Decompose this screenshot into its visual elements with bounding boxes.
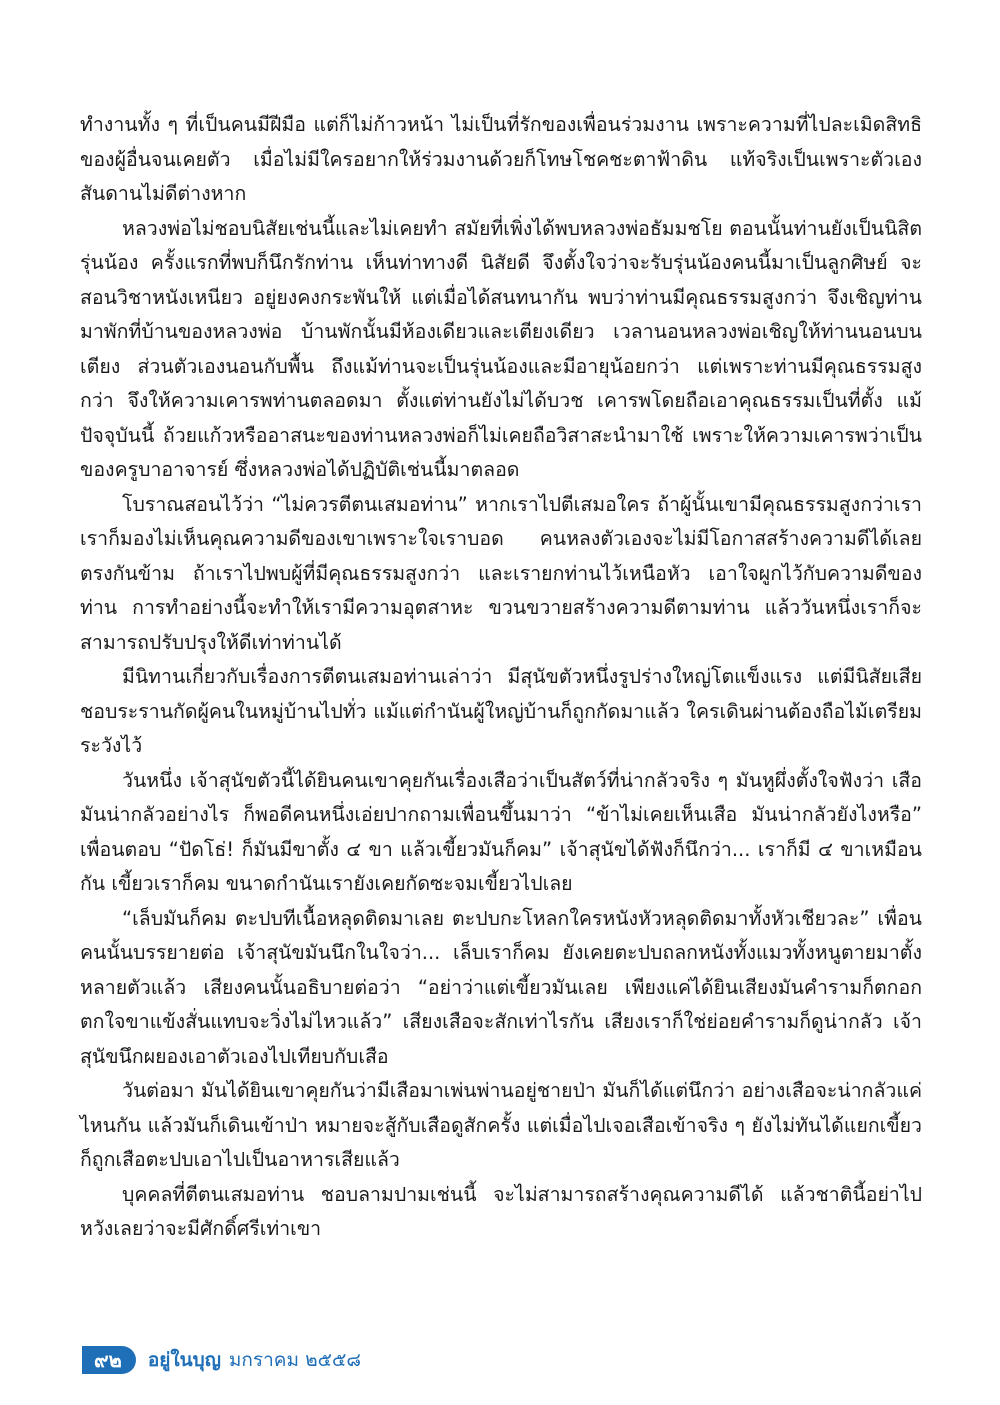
page-number-badge: ๙๒ [82, 1346, 136, 1374]
page-footer [82, 1345, 361, 1375]
paragraph-2: หลวงพ่อไม่ชอบนิสัยเช่นนี้และไม่เคยทำ สมัยที่เพิ่งได้พบหลวงพ่อธัมมชโย ตอนนั้นท่านยังเป็นนิสิตรุ่นน้อง ครั้งแรกที่พบก็นึกรักท่าน เห็นท่าทางดี นิสัยดี จึงตั้งใจว่าจะรับรุ่นน้องคนนี้มาเป็นลูกศิษย์ จะสอนวิชาหนังเหนียว อยู่ยงคงกระพันให้ แต่เมื่อได้สนทนากัน พบว่าท่านมีคุณธรรมสูงกว่า จึงเชิญท่านมาพักที่บ้านของหลวงพ่อ บ้านพักนั้นมีห้องเดียวและเตียงเดียว เวลานอนหลวงพ่อเชิญให้ท่านนอนบนเตียง ส่วนตัวเองนอนกับพื้น ถึงแม้ท่านจะเป็นรุ่นน้องและมีอายุน้อยกว่า แต่เพราะท่านมีคุณธรรมสูงกว่า จึงให้ความเคารพท่านตลอดมา ตั้งแต่ท่านยังไม่ได้บวช เคารพโดยถือเอาคุณธรรมเป็นที่ตั้ง แม้ปัจจุบันนี้ ถ้วยแก้วหรืออาสนะของท่านหลวงพ่อก็ไม่เคยถือวิสาสะนำมาใช้ เพราะให้ความเคารพว่าเป็นของครูบาอาจารย์ ซึ่งหลวงพ่อได้ปฏิบัติเช่นนี้มาตลอด [80, 216, 922, 481]
article-body [80, 108, 922, 1247]
paragraph-1: ทำงานทั้ง ๆ ที่เป็นคนมีฝีมือ แต่ก็ไม่ก้าวหน้า ไม่เป็นที่รักของเพื่อนร่วมงาน เพราะความที่ไปละเมิดสิทธิของผู้อื่นจนเคยตัว เมื่อไม่มีใครอยากให้ร่วมงานด้วยก็โทษโชคชะตาฟ้าดิน แท้จริงเป็นเพราะตัวเองสันดานไม่ดีต่างหาก [80, 113, 922, 205]
paragraph-4: มีนิทานเกี่ยวกับเรื่องการตีตนเสมอท่านเล่าว่า มีสุนัขตัวหนึ่งรูปร่างใหญ่โตแข็งแรง แต่มีนิสัยเสีย ชอบระรานกัดผู้คนในหมู่บ้านไปทั่ว แม้แต่กำนันผู้ใหญ่บ้านก็ถูกกัดมาแล้ว ใครเดินผ่านต้องถือไม้เตรียมระวังไว้ [80, 665, 922, 757]
paragraph-5: วันหนึ่ง เจ้าสุนัขตัวนี้ได้ยินคนเขาคุยกันเรื่องเสือว่าเป็นสัตว์ที่น่ากลัวจริง ๆ มันหูผึ่งตั้งใจฟังว่า เสือมันน่ากลัวอย่างไร ก็พอดีคนหนึ่งเอ่ยปากถามเพื่อนขึ้นมาว่า “ข้าไม่เคยเห็นเสือ มันน่ากลัวยังไงหรือ” เพื่อนตอบ “ปัดโธ่! ก็มันมีขาตั้ง ๔ ขา แล้วเขี้ยวมันก็คม” เจ้าสุนัขได้ฟังก็นึกว่า... เราก็มี ๔ ขาเหมือนกัน เขี้ยวเราก็คม ขนาดกำนันเรายังเคยกัดซะจมเขี้ยวไปเลย [80, 768, 922, 895]
paragraph-8: บุคคลที่ตีตนเสมอท่าน ชอบลามปามเช่นนี้ จะไม่สามารถสร้างคุณความดีได้ แล้วชาตินี้อย่าไปหวังเลยว่าจะมีศักดิ์ศรีเท่าเขา [80, 1182, 922, 1240]
issue-date: มกราคม ๒๕๕๘ [228, 1349, 362, 1371]
paragraph-6: “เล็บมันก็คม ตะปบทีเนื้อหลุดติดมาเลย ตะปบกะโหลกใครหนังหัวหลุดติดมาทั้งหัวเชียวละ” เพื่อนคนนั้นบรรยายต่อ เจ้าสุนัขมันนึกในใจว่า... เล็บเราก็คม ยังเคยตะปบถลกหนังทั้งแมวทั้งหนูตายมาตั้งหลายตัวแล้ว เสียงคนนั้นอธิบายต่อว่า “อย่าว่าแต่เขี้ยวมันเลย เพียงแค่ได้ยินเสียงมันคำรามก็ตกอกตกใจขาแข้งสั่นแทบจะวิ่งไม่ไหวแล้ว” เสียงเสือจะสักเท่าไรกัน เสียงเราก็ใช่ย่อยคำรามก็ดูน่ากลัว เจ้าสุนัขนึกผยองเอาตัวเองไปเทียบกับเสือ [80, 906, 922, 1068]
magazine-title: อยู่ในบุญ [147, 1349, 221, 1371]
paragraph-3: โบราณสอนไว้ว่า “ไม่ควรตีตนเสมอท่าน” หากเราไปตีเสมอใคร ถ้าผู้นั้นเขามีคุณธรรมสูงกว่าเรา เราก็มองไม่เห็นคุณความดีของเขาเพราะใจเราบอด คนหลงตัวเองจะไม่มีโอกาสสร้างความดีได้เลย ตรงกันข้าม ถ้าเราไปพบผู้ที่มีคุณธรรมสูงกว่า และเรายกท่านไว้เหนือหัว เอาใจผูกไว้กับความดีของท่าน การทำอย่างนี้จะทำให้เรามีความอุตสาหะ ขวนขวายสร้างความดีตามท่าน แล้ววันหนึ่งเราก็จะสามารถปรับปรุงให้ดีเท่าท่านได้ [80, 492, 922, 654]
paragraph-7: วันต่อมา มันได้ยินเขาคุยกันว่ามีเสือมาเพ่นพ่านอยู่ชายป่า มันก็ได้แต่นึกว่า อย่างเสือจะน่ากลัวแค่ไหนกัน แล้วมันก็เดินเข้าป่า หมายจะสู้กับเสือดูสักครั้ง แต่เมื่อไปเจอเสือเข้าจริง ๆ ยังไม่ทันได้แยกเขี้ยวก็ถูกเสือตะปบเอาไปเป็นอาหารเสียแล้ว [80, 1079, 922, 1171]
